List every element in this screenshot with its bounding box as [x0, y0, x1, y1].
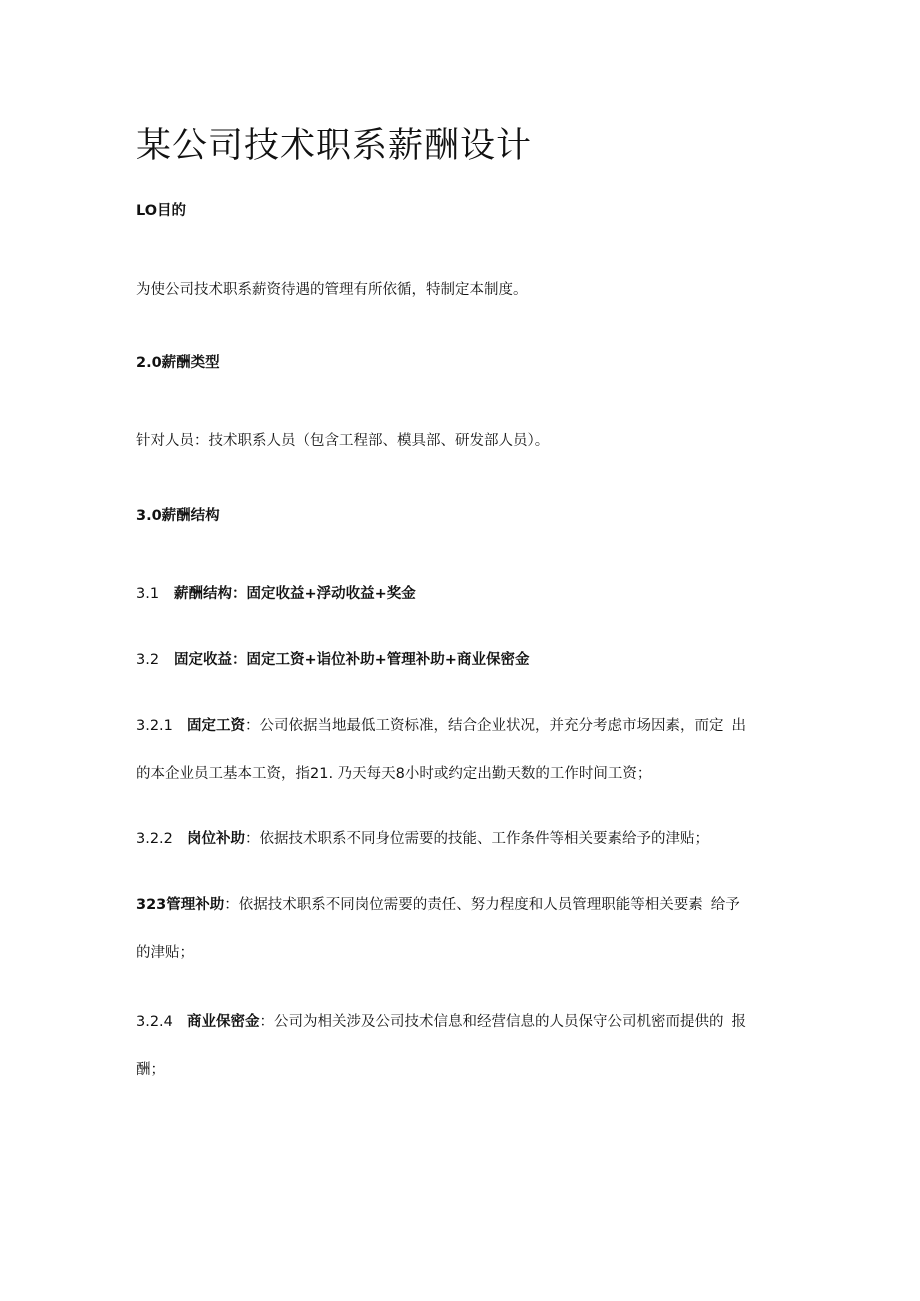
item-3-2-1-number: 3.2.1: [136, 718, 173, 734]
item-3-2-3-line-1: [136, 895, 740, 915]
item-3-2-2-term: 岗位补助: [187, 831, 245, 847]
item-3-2-4-term: 商业保密金: [187, 1014, 260, 1030]
section-3-heading: 3.0薪酬结构: [136, 508, 220, 524]
item-3-2-1-term: 固定工资: [187, 718, 245, 734]
item-3-2-3-term: 323管理补助: [136, 897, 225, 913]
item-3-2-4-text: ：公司为相关涉及公司技术信息和经营信息的人员保守公司机密而提供的: [259, 1014, 724, 1030]
item-3-1-text: 薪酬结构：固定收益+浮动收益+奖金: [174, 586, 416, 602]
section-1-heading: LO目的: [136, 203, 187, 219]
item-3-2-1-text: ：公司依据当地最低工资标准，结合企业状况，并充分考虑市场因素，而定: [245, 718, 724, 734]
section-1-body: 为使公司技术职系薪资待遇的管理有所依循，特制定本制度。: [136, 282, 528, 298]
item-3-2-number: 3.2: [136, 652, 160, 668]
item-3-2-3-text-tail: 给予: [710, 897, 740, 913]
item-3-2: [136, 650, 529, 670]
item-3-1: [136, 584, 416, 604]
section-2-body: 针对人员：技术职系人员（包含工程部、模具部、研发部人员）。: [136, 433, 550, 449]
item-3-2-3-line-2: 的津贴；: [136, 945, 194, 961]
item-3-1-number: 3.1: [136, 586, 160, 602]
item-3-2-2-number: 3.2.2: [136, 831, 173, 847]
item-3-2-text: 固定收益：固定工资+诣位补助+管理补助+商业保密金: [174, 652, 530, 668]
item-3-2-2-text: ：依据技术职系不同身位需要的技能、工作条件等相关要素给予的津贴；: [245, 831, 709, 847]
item-3-2-4-text-tail: 报: [731, 1014, 746, 1030]
item-3-2-4-number: 3.2.4: [136, 1014, 173, 1030]
item-3-2-1-line-2: 的本企业员工基本工资，指21. 乃天每天8小时或约定出勤天数的工作时间工资；: [136, 766, 652, 782]
document-title: 某公司技术职系薪酬设计: [136, 126, 533, 166]
section-2-heading: 2.0薪酬类型: [136, 355, 220, 371]
item-3-2-4-line-2: 酬；: [136, 1062, 165, 1078]
item-3-2-1-text-tail: 出: [731, 718, 746, 734]
item-3-2-2: [136, 829, 709, 849]
item-3-2-4-line-1: [136, 1012, 746, 1032]
item-3-2-1-line-1: [136, 716, 746, 736]
item-3-2-3-text: ：依据技术职系不同岗位需要的责任、努力程度和人员管理职能等相关要素: [224, 897, 703, 913]
